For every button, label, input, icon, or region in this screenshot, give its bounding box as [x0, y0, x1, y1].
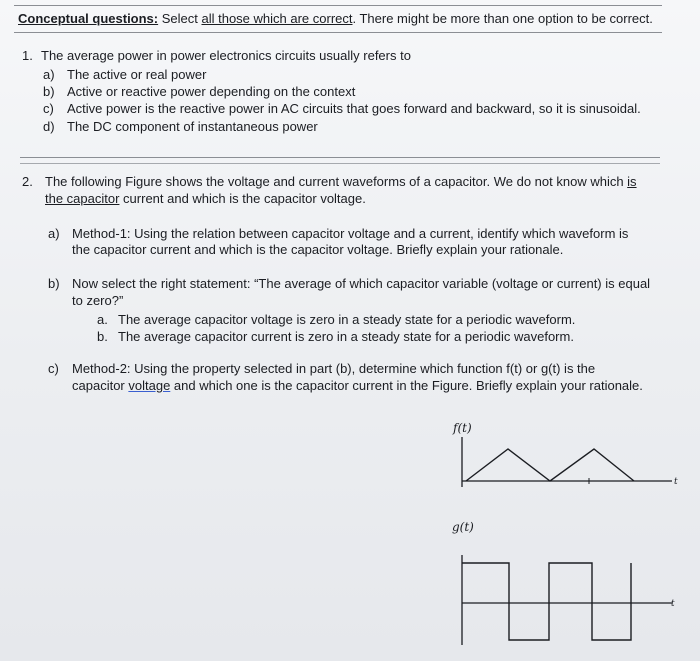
q1-option-d-text: The DC component of instantaneous power	[67, 119, 318, 134]
intro-pre: Select	[158, 11, 202, 26]
q2-stem-line1-underlined: is	[627, 174, 637, 189]
f-label: f(t)	[453, 421, 472, 435]
q2-part-c-line2-pre: capacitor	[72, 378, 129, 393]
q2-part-b-line2: to zero?”	[72, 293, 124, 308]
g-square-waveform	[462, 563, 631, 640]
q2-part-b-letter: b)	[48, 276, 60, 291]
q1-option-a-text: The active or real power	[67, 67, 207, 82]
g-label: g(t)	[452, 520, 474, 534]
g-t-axis-label: t	[671, 599, 675, 609]
q2-part-c-letter: c)	[48, 361, 59, 376]
q2-part-c-line1: Method-2: Using the property selected in part (b), determine which function f(t) or g(t) is the	[72, 361, 596, 376]
q2-stem-line2-underlined: the capacitor	[45, 191, 120, 206]
q2-part-c-line2-underlined: voltage	[128, 378, 171, 393]
q2-number: 2.	[22, 174, 33, 189]
q1-option-c-letter: c)	[43, 101, 54, 116]
f-t-axis-label: t	[674, 477, 678, 487]
q2-part-b-line1: Now select the right statement: “The average of which capacitor variable (voltage or current) is equal	[72, 276, 651, 291]
intro-post: . There might be more than one option to be correct.	[352, 11, 653, 26]
q2-part-b-option-b-text: The average capacitor current is zero in a steady state for a periodic waveform.	[118, 329, 574, 344]
q2-part-b-option-a-text: The average capacitor voltage is zero in a steady state for a periodic waveform.	[118, 312, 576, 327]
q1-option-d-letter: d)	[43, 119, 55, 134]
q2-part-a-letter: a)	[48, 226, 60, 241]
q1-option-a-letter: a)	[43, 67, 55, 82]
q2-part-a-line1: Method-1: Using the relation between capacitor voltage and a current, identify which waveform is	[72, 226, 629, 241]
q1-option-b-letter: b)	[43, 84, 55, 99]
q2-stem-line1-text: The following Figure shows the voltage and current waveforms of a capacitor. We do not know which	[45, 174, 628, 189]
q2-part-b-option-b-letter: b.	[97, 329, 108, 344]
q2-stem-line2-text: current and which is the capacitor voltage.	[119, 191, 366, 206]
q1-option-c-text: Active power is the reactive power in AC circuits that goes forward and backward, so it is sinusoidal.	[67, 101, 641, 116]
q1-option-b-text: Active or reactive power depending on the context	[67, 84, 356, 99]
q2-part-a-line2: the capacitor current and which is the capacitor voltage. Briefly explain your rationale.	[72, 242, 564, 257]
intro-underlined: all those which are correct	[201, 11, 353, 26]
q1-stem: The average power in power electronics circuits usually refers to	[41, 48, 411, 63]
q2-part-c-line2-post: and which one is the capacitor current in the Figure. Briefly explain your rationale.	[170, 378, 643, 393]
q1-number: 1.	[22, 48, 33, 63]
f-triangle-waveform	[466, 449, 634, 481]
q2-part-b-option-a-letter: a.	[97, 312, 108, 327]
section-title: Conceptual questions:	[18, 11, 159, 26]
